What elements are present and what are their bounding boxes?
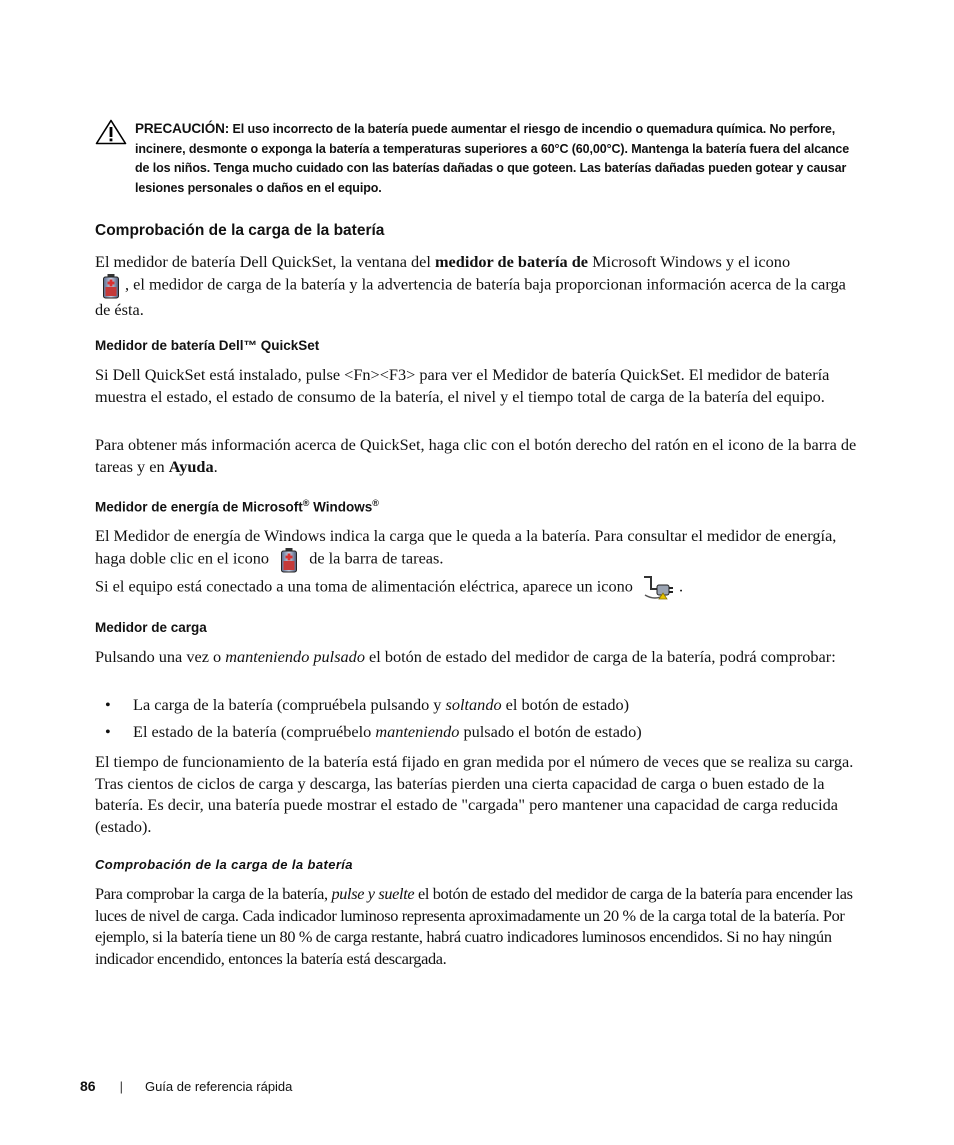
quickset-p2-end: . (213, 456, 218, 476)
intro-text-1: El medidor de batería Dell QuickSet, la ventana del (95, 252, 435, 271)
bullet-1-text: La carga de la batería (compruébela pulsando y (133, 695, 446, 714)
windows-p1-end: de la barra de tareas. (305, 548, 444, 568)
battery-taskbar-icon (279, 547, 299, 573)
windows-paragraph-2 (95, 573, 860, 603)
caution-label: PRECAUCIÓN: (135, 121, 230, 136)
footer-title: Guía de referencia rápida (144, 1079, 293, 1094)
charge-gauge-title: Medidor de carga (95, 620, 207, 635)
list-item (105, 694, 855, 716)
ac-power-plug-icon (641, 573, 675, 603)
quickset-p2-text: Para obtener más información acerca de QuickSet, haga clic con el botón derecho del ratón en el icono de la barra de tareas y en (95, 435, 857, 476)
registered-mark-2: ® (372, 498, 379, 508)
windows-title-1: Medidor de energía de Microsoft (95, 499, 303, 515)
caution-body: El uso incorrecto de la batería puede aumentar el riesgo de incendio o quemadura química. No perfore, incinere, desmonte o exponga la batería a temperaturas superiores a 60°C (60,00°C). Mantenga la batería fuera del alcance de los niños. Tenga mucho cuidado con las baterías dañadas o que goteen. Las baterías dañadas pueden gotear y causar lesiones personales o daños en el equipo. (135, 122, 850, 195)
check-charge-title: Comprobación de la carga de la batería (95, 857, 353, 872)
bullet-2: • (105, 722, 111, 741)
bullet-1-italic: soltando (445, 695, 502, 714)
bullet-1-end: el botón de estado) (501, 695, 630, 714)
gauge-p1-end: el botón de estado del medidor de carga de la batería, podrá comprobar: (364, 647, 836, 666)
footer-separator: | (119, 1079, 123, 1094)
bullet-2-italic: manteniendo (375, 722, 460, 741)
bullet-1: • (105, 695, 111, 714)
caution-notice (95, 119, 865, 198)
quickset-title: Medidor de batería Dell™ QuickSet (95, 338, 320, 353)
windows-title-2: Windows (309, 499, 373, 515)
charge-gauge-paragraph-1 (95, 646, 860, 668)
windows-p2-end: . (679, 576, 684, 596)
check-p1-end: el botón de estado del medidor de carga de la batería para encender las luces de nivel de carga. Cada indicador luminoso representa aproximadamente un 20 % de la carga total de la batería. Por ejemplo, si la batería tiene un 80 % de carga restante, habrá cuatro indicadores luminosos encendidos. Si no hay ningún indicador encendido, entonces la batería está descargada. (95, 884, 853, 968)
caution-text (135, 119, 865, 198)
bullet-2-end: pulsado el botón de estado) (459, 722, 642, 741)
bullet-2-text: El estado de la batería (compruébelo (133, 722, 376, 741)
intro-paragraph (95, 251, 860, 320)
check-p1-italic: pulse y suelte (331, 884, 415, 903)
windows-meter-title (95, 498, 379, 515)
quickset-paragraph-1: Si Dell QuickSet está instalado, pulse <Fn><F3> para ver el Medidor de batería QuickSet. El medidor de batería muestra el estado, el estado de consumo de la batería, el nivel y el tiempo total de carga de la batería del equipo. (95, 365, 830, 406)
check-charge-paragraph (95, 883, 860, 969)
section-title: Comprobación de la carga de la batería (95, 222, 385, 239)
windows-p2-text: Si el equipo está conectado a una toma de alimentación eléctrica, aparece un icono (95, 576, 638, 596)
page-number: 86 (80, 1078, 96, 1094)
intro-bold: medidor de batería de (434, 252, 588, 271)
intro-text-2: Microsoft Windows y el icono (588, 252, 791, 271)
charge-gauge-paragraph-2: El tiempo de funcionamiento de la batería está fijado en gran medida por el número de veces que se realiza su carga. Tras cientos de ciclos de carga y descarga, las baterías pierden una cierta capacidad de carga o buen estado de la batería. Es decir, una batería puede mostrar el estado de "cargada" pero mantener una capacidad de carga reducida (estado). (95, 752, 854, 836)
check-p1-text: Para comprobar la carga de la batería, (95, 884, 332, 903)
ayuda-bold: Ayuda (168, 456, 214, 476)
gauge-p1-text: Pulsando una vez o (95, 647, 226, 666)
battery-meter-icon (101, 273, 121, 299)
registered-mark-1: ® (302, 498, 310, 508)
list-item (105, 721, 855, 743)
windows-p1-text: El Medidor de energía de Windows indica la carga que le queda a la batería. Para consultar el medidor de energía, haga doble clic en el icono (95, 526, 837, 568)
quickset-paragraph-2 (95, 434, 860, 477)
warning-triangle-icon (95, 119, 127, 145)
page-footer (80, 1078, 292, 1094)
intro-text-3: , el medidor de carga de la batería y la advertencia de batería baja proporcionan información acerca de la carga de ésta. (95, 274, 846, 319)
windows-paragraph-1 (95, 525, 860, 573)
gauge-p1-italic: manteniendo pulsado (225, 647, 365, 666)
